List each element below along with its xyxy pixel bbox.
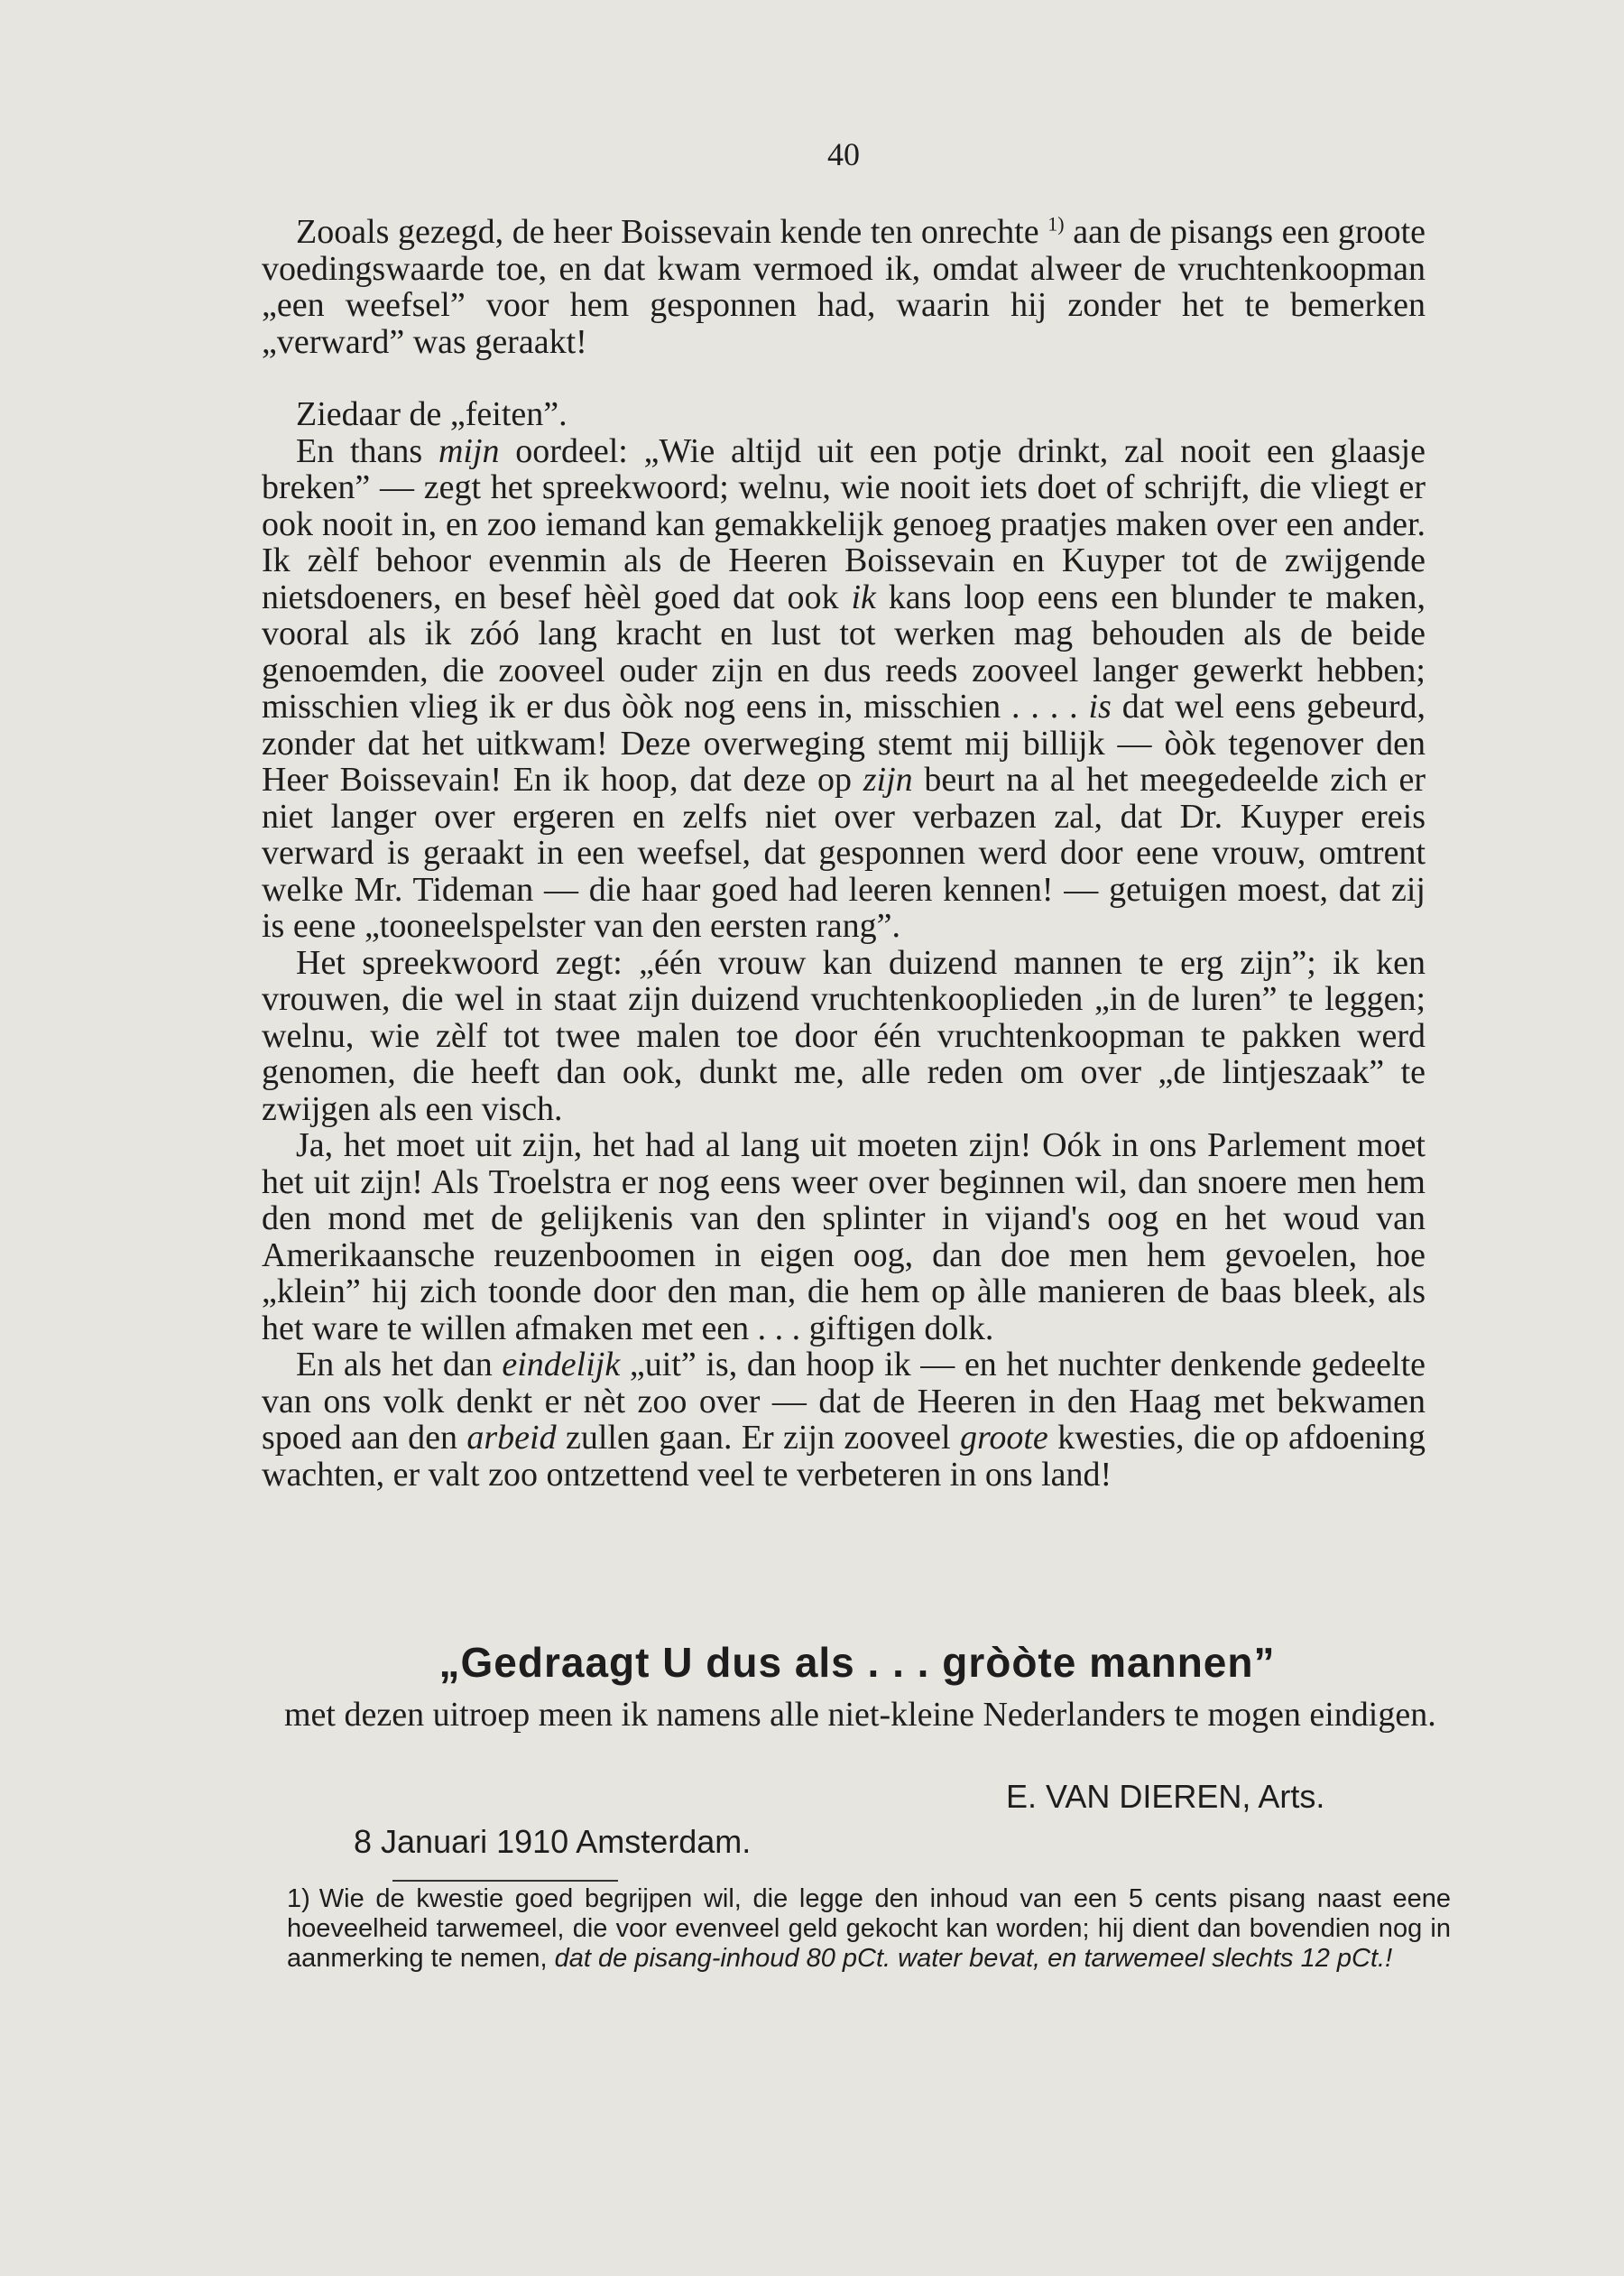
paragraph-3 [262,433,1426,945]
text-run: oordeel: „Wie altijd uit een potje drinkt, zal nooit een glaasje breken” — zegt het spreekwoord; welnu, wie nooit iets doet of schrijft, die vliegt er ook nooit in, en zoo iemand kan gemakkelijk genoeg praatjes maken over een ander. Ik zèlf behoor evenmin als de Heeren Boissevain en Kuyper tot de zwijgende nietsdoeners, en besef hèèl goed dat ook [262,431,1426,616]
text-run: kans loop eens een blunder te maken, vooral als ik zóó lang kracht en lust tot werken mag behouden als de beide genoemden, die zooveel ouder zijn en dus reeds zooveel langer gewerkt hebben; misschien vlieg ik er dus òòk nog eens in, misschien . . . . [262,578,1426,726]
footnote-text: Wie de kwestie goed begrijpen wil, die legge den inhoud van een 5 cents pisang naast eene hoeveelheid tarwemeel, die voor evenveel geld gekocht kan worden; hij dient dan bovendien nog in aanmerking te nemen, [287,1884,1451,1973]
author-signature: E. VAN DIEREN, Arts. [1006,1778,1325,1815]
paragraph-2: Ziedaar de „feiten”. [296,395,567,433]
emphasis: zijn [863,761,913,799]
text-run: kwesties, die op afdoening wachten, er valt zoo ontzettend veel te verbeteren in ons land! [262,1419,1426,1494]
closing-sentence: met dezen uitroep meen ik namens alle niet-kleine Nederlanders te mogen eindigen. [284,1696,1436,1734]
emphasis: mijn [438,431,500,470]
text-run: aan de pisangs een groote voedingswaarde toe, en dat kwam vermoed ik, omdat alweer de vruchtenkoopman „een weefsel” voor hem gesponnen had, waarin hij zonder het te bemerken „verward” was geraakt! [262,213,1426,361]
text-run: „uit” is, dan hoop ik — en het nuchter denkende gedeelte van ons volk denkt er nèt zoo over — dat de Heeren in den Haag met bekwamen spoed aan den [262,1346,1426,1457]
footnote-mark: 1) [287,1884,310,1913]
footnote-emphasis: dat de pisang-inhoud 80 pCt. water bevat, en tarwemeel slechts 12 pCt.! [554,1944,1393,1973]
emphasis: is [1088,688,1112,726]
date-place-line: 8 Januari 1910 Amsterdam. [354,1823,752,1860]
body-text [262,214,1426,1493]
footnote [287,1884,1451,1974]
text-run: zullen gaan. Er zijn zooveel [556,1419,960,1457]
text-run: Zooals gezegd, de heer Boissevain kende ten onrechte [296,213,1048,251]
emphasis: groote [959,1419,1048,1457]
text-run: beurt na al het meegedeelde zich er niet langer over ergeren en zelfs niet over verbazen zal, dat Dr. Kuyper ereis verward is geraakt in een weefsel, dat gesponnen werd door eene vrouw, omtrent welke Mr. Tideman — die haar goed had leeren kennen! — getuigen moest, dat zij is eene „tooneelspelster van den eersten rang”. [262,761,1426,945]
footnote-divider [392,1880,618,1882]
emphasis: eindelijk [502,1346,621,1383]
paragraph-5: Ja, het moet uit zijn, het had al lang uit moeten zijn! Oók in ons Parlement moet het uit zijn! Als Troelstra er nog eens weer over beginnen wil, dan snoere men hem den mond met de gelijkenis van den splinter in vijand's oog en het woud van Amerikaansche reuzenboomen in eigen oog, dan doe men hem gevoelen, hoe „klein” hij zich toonde door den man, die hem op àlle manieren de baas bleek, als het ware te willen afmaken met een . . . giftigen dolk. [262,1126,1426,1347]
paragraph-4: Het spreekwoord zegt: „één vrouw kan duizend mannen te erg zijn”; ik ken vrouwen, die wel in staat zijn duizend vruchtenkooplieden „in de luren” te leggen; welnu, wie zèlf tot twee malen toe door één vruchtenkoopman te pakken werd genomen, die heeft dan ook, dunkt me, alle reden om over „de lintjeszaak” te zwijgen als een visch. [262,943,1426,1128]
text-run: En als het dan [296,1346,503,1383]
exclamation-heading: „Gedraagt U dus als . . . gròòte mannen” [438,1639,1276,1686]
paragraph-1 [262,214,1426,360]
emphasis: arbeid [466,1419,557,1457]
text-run: En thans [296,431,438,470]
text-run: dat wel eens gebeurd, zonder dat het uitkwam! Deze overweging stemt mij billijk — òòk tegenover den Heer Boissevain! En ik hoop, dat deze op [262,688,1426,799]
footnote-reference: 1) [1047,212,1065,236]
page-number: 40 [827,136,860,172]
emphasis: ik [851,578,876,616]
paragraph-6 [262,1346,1426,1493]
